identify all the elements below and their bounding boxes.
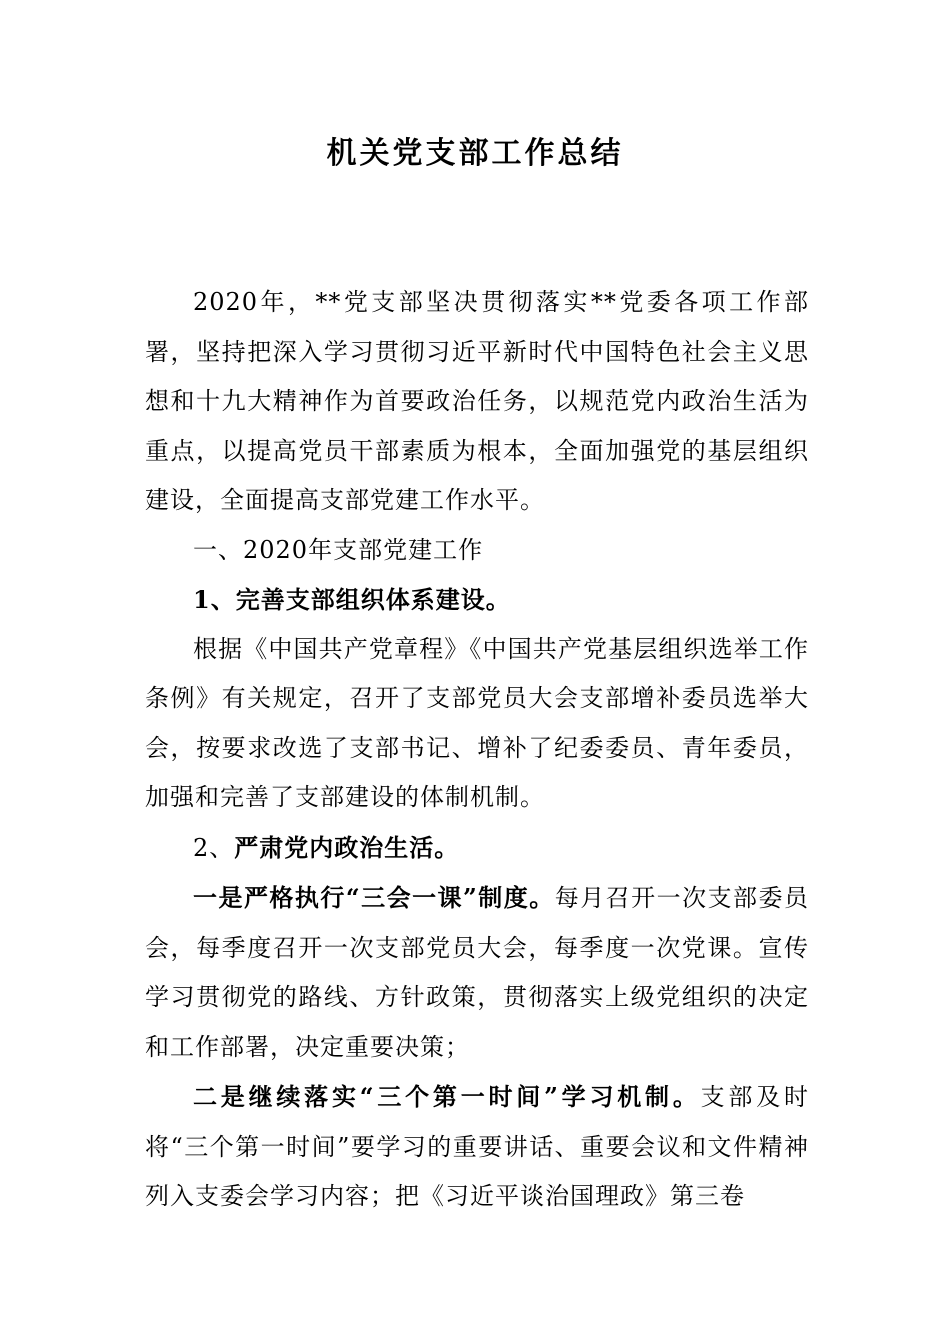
- point2-body: 支部及时将“三个第一时间”要学习的重要讲话、重要会议和文件精神列入支委会学习内容；把《习近平谈治国理政》第三卷: [145, 1083, 810, 1210]
- point2-paragraph: [145, 1072, 809, 1222]
- section-heading: 一、2020年支部党建工作: [193, 535, 484, 564]
- point1-paragraph: [145, 873, 809, 1072]
- item2-heading: 严肃党内政治生活。: [234, 832, 460, 862]
- item2-number: 2、: [193, 833, 235, 862]
- document-title: 机关党支部工作总结: [326, 136, 624, 171]
- item1-heading: 1、完善支部组织体系建设。: [193, 585, 511, 614]
- point1-body: 每月召开一次支部委员会，每季度召开一次支部党员大会，每季度一次党课。宣传学习贯彻党的路线、方针政策，贯彻落实上级党组织的决定和工作部署，决定重要决策；: [145, 884, 810, 1061]
- intro-paragraph: 2020年，**党支部坚决贯彻落实**党委各项工作部署，坚持把深入学习贯彻习近平新时代中国特色社会主义思想和十九大精神作为首要政治任务，以规范党内政治生活为重点，以提高党员干部素质为根本，全面加强党的基层组织建设，全面提高支部党建工作水平。: [145, 288, 809, 514]
- item2-heading-line: [145, 823, 809, 874]
- point1-lead: 一是严格执行“三会一课”制度。: [193, 883, 555, 912]
- document-body: [145, 278, 809, 1222]
- point2-lead: 二是继续落实“三个第一时间”学习机制。: [193, 1082, 701, 1111]
- item1-paragraph: 根据《中国共产党章程》《中国共产党基层组织选举工作条例》有关规定，召开了支部党员大会支部增补委员选举大会，按要求改选了支部书记、增补了纪委委员、青年委员，加强和完善了支部建设的体制机制。: [145, 634, 809, 811]
